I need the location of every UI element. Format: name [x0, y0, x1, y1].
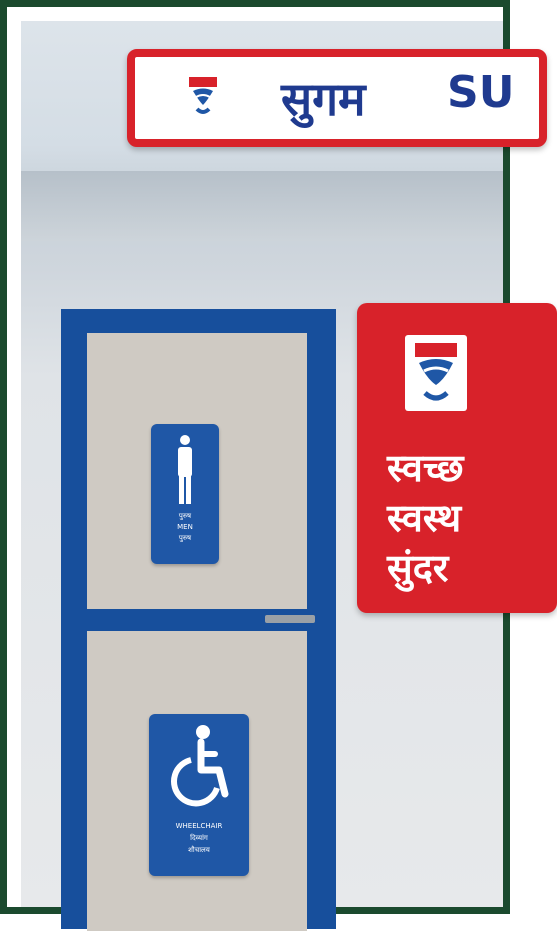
- company-logo-icon: [413, 341, 459, 405]
- door-hinge: [265, 615, 315, 623]
- board-line-1: स्वच्छ: [387, 446, 464, 490]
- wheelchair-icon: [167, 724, 231, 812]
- board-logo-tile: [405, 335, 467, 411]
- toilet-door-frame: [61, 309, 336, 929]
- signboard-english-text: SU: [447, 67, 515, 118]
- board-line-3: सुंदर: [387, 546, 449, 590]
- accessible-sign-line-2: दिव्यांग: [190, 834, 208, 842]
- male-toilet-sign: [151, 424, 219, 564]
- accessible-sign-line-3: शौचालय: [188, 846, 210, 854]
- overhead-signboard: [127, 49, 547, 147]
- ceiling-band: [21, 171, 503, 241]
- accessible-toilet-sign: [149, 714, 249, 876]
- swachh-board: [357, 303, 557, 613]
- photo: [21, 21, 515, 907]
- male-sign-line-1: पुरुष: [178, 512, 192, 520]
- accessible-sign-line-1: WHEELCHAIR: [175, 822, 223, 830]
- signboard-hindi-text: सुगम: [281, 72, 366, 126]
- male-sign-line-2: MEN: [177, 523, 193, 531]
- male-sign-line-3: पुरुष: [178, 534, 192, 542]
- board-line-2: स्वस्थ: [387, 496, 462, 540]
- male-figure-icon: [173, 434, 197, 506]
- company-logo-icon: [187, 75, 219, 121]
